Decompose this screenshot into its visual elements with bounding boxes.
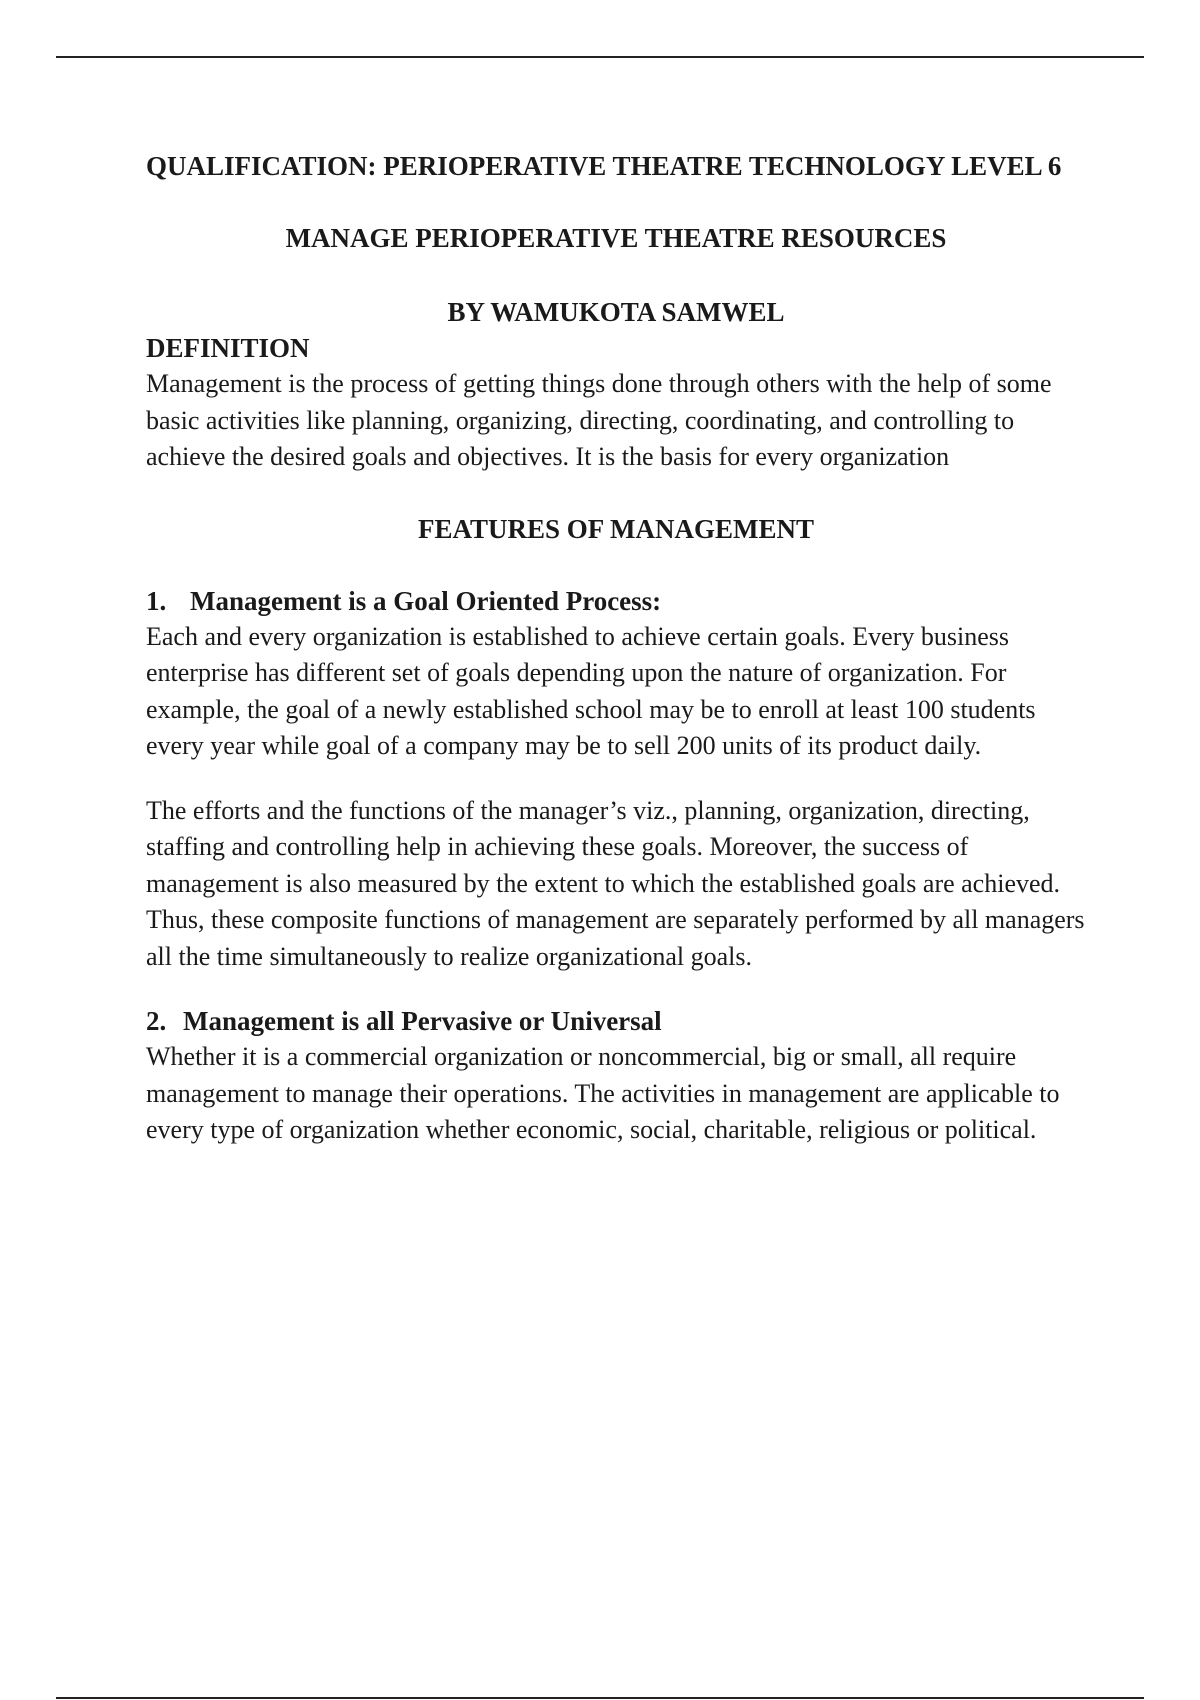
definition-text: Management is the process of getting things done through others with the help of some basic activities like planning, organizing, directing, coordinating, and controlling to achieve the desired goals and objectives. It is the basis for every organization [146, 369, 1052, 471]
feature-1-paragraph-1: Each and every organization is established to achieve certain goals. Every business enterprise has different set of goals depending upon the nature of organization. For example, the goal of a newly established school may be to enroll at least 100 students every year while goal of a company may be to sell 200 units of its product daily. [146, 621, 1036, 760]
feature-2-heading [146, 1003, 1086, 1039]
feature-1-title: Management is a Goal Oriented Process: [190, 585, 662, 616]
qualification-title: QUALIFICATION: PERIOPERATIVE THEATRE TECHNOLOGY LEVEL 6 [146, 151, 1062, 181]
features-heading: FEATURES OF MANAGEMENT [417, 513, 814, 544]
author-line: BY WAMUKOTA SAMWEL [447, 297, 785, 327]
feature-1-number: 1. [146, 585, 167, 616]
document-page [146, 148, 1086, 1149]
feature-1-heading [146, 583, 1086, 619]
unit-title: MANAGE PERIOPERATIVE THEATRE RESOURCES [285, 223, 947, 253]
top-rule [56, 56, 1144, 58]
definition-heading: DEFINITION [146, 333, 310, 363]
feature-2-title: Management is all Pervasive or Universal [183, 1006, 662, 1036]
feature-2-number: 2. [146, 1006, 167, 1036]
feature-2-paragraph-1: Whether it is a commercial organization or noncommercial, big or small, all require management to manage their operations. The activities in management are applicable to every type of organization whether economic, social, charitable, religious or political. [146, 1042, 1060, 1144]
bottom-rule [56, 1697, 1144, 1699]
feature-1-paragraph-2: The efforts and the functions of the manager’s viz., planning, organization, directing, staffing and controlling help in achieving these goals. Moreover, the success of management is also measured by the extent to which the established goals are achieved. Thus, these composite functions of management are separately performed by all managers all the time simultaneously to realize organizational goals. [146, 795, 1085, 971]
